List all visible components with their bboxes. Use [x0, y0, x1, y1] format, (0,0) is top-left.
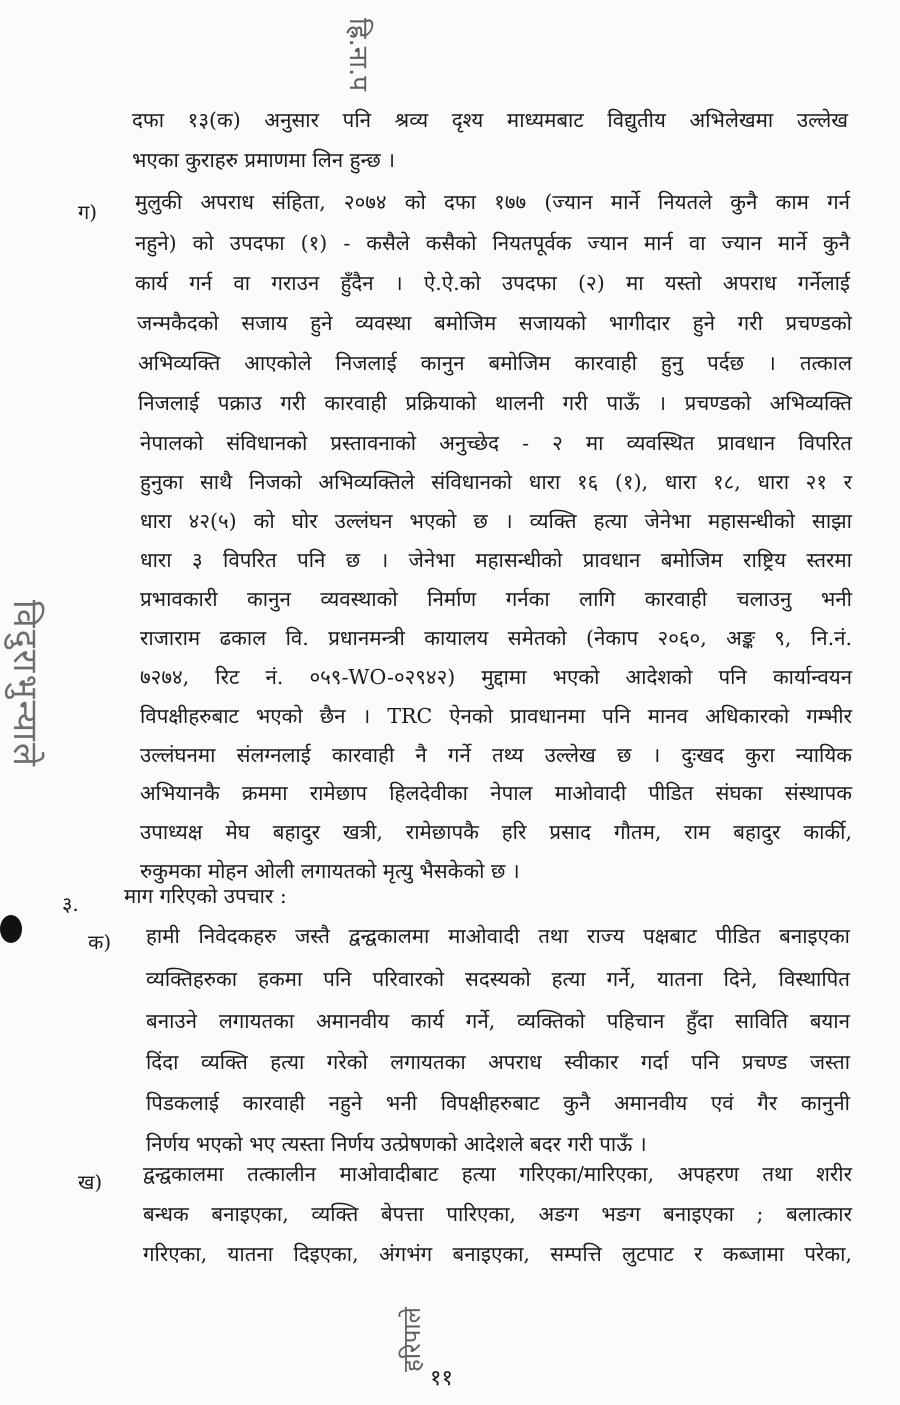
text-line: जन्मकैदको सजाय हुने व्यवस्था बमोजिम सजायको भागीदार हुने गरी प्रचण्डको: [137, 311, 852, 335]
text-line: हामी निवेदकहरु जस्तै द्वन्द्वकालमा माओवादी तथा राज्य पक्षबाट पीडित बनाइएका: [146, 924, 850, 948]
section-number: ३.: [62, 892, 79, 916]
bottom-signature: हरिपाले: [398, 1307, 426, 1372]
text-line: निजलाई पक्राउ गरी कारवाही प्रक्रियाको थालनी गरी पाऊँ । प्रचण्डको अभिव्यक्ति: [138, 391, 852, 415]
top-signature: ह्रि.ना.प: [343, 18, 373, 92]
text-line: मुलुकी अपराध संहिता, २०७४ को दफा १७७ (ज्यान मार्ने नियतले कुनै काम गर्न: [135, 190, 850, 214]
paragraph-marker: ख): [78, 1170, 103, 1194]
text-line: उपाध्यक्ष मेघ बहादुर खत्री, रामेछापकै हरि प्रसाद गौतम, राम बहादुर कार्की,: [140, 820, 852, 844]
text-line: नहुने) को उपदफा (१) - कसैले कसैको नियतपूर्वक ज्यान मार्न वा ज्यान मार्ने कुनै: [135, 231, 850, 255]
text-line: ७२७४, रिट नं. ०५९-WO-०२९४२) मुद्दामा भएको आदेशको पनि कार्यान्वयन: [140, 665, 852, 689]
text-line: द्वन्द्वकालमा तत्कालीन माओवादीबाट हत्या गरिएका/मारिएका, अपहरण तथा शरीर: [143, 1162, 852, 1186]
text-line: अभिव्यक्ति आएकोले निजलाई कानुन बमोजिम कारवाही हुनु पर्दछ । तत्काल: [138, 351, 852, 375]
text-line: दिंदा व्यक्ति हत्या गरेको लगायतका अपराध स्वीकार गर्दा पनि प्रचण्ड जस्ता: [146, 1050, 850, 1074]
page-number: ११: [430, 1366, 453, 1391]
text-line: रुकुमका मोहन ओली लगायतको मृत्यु भैसकेको छ ।: [140, 859, 520, 883]
text-line: राजाराम ढकाल वि. प्रधानमन्त्री कायालय समेतको (नेकाप २०६०, अङ्क ९, नि.नं.: [140, 626, 852, 650]
text-line: निर्णय भएको भए त्यस्ता निर्णय उत्प्रेषणको आदेशले बदर गरी पाऊँ ।: [146, 1132, 647, 1156]
text-line: नेपालको संविधानको प्रस्तावनाको अनुच्छेद - २ मा व्यवस्थित प्रावधान विपरित: [140, 431, 852, 455]
text-line: गरिएका, यातना दिइएका, अंगभंग बनाइएका, सम्पत्ति लुटपाट र कब्जामा परेका,: [143, 1242, 852, 1266]
text-line: अभियानकै क्रममा रामेछाप हिलदेवीका नेपाल माओवादी पीडित संघका संस्थापक: [140, 781, 852, 805]
text-line: दफा १३(क) अनुसार पनि श्रव्य दृश्य माध्यमबाट विद्युतीय अभिलेखमा उल्लेख: [132, 108, 848, 132]
punch-hole: [0, 915, 22, 943]
text-line: भएका कुराहरु प्रमाणमा लिन हुन्छ ।: [132, 148, 396, 172]
text-line: कार्य गर्न वा गराउन हुँदैन । ऐ.ऐ.को उपदफा (२) मा यस्तो अपराध गर्नेलाई: [135, 271, 850, 295]
text-line: विपक्षीहरुबाट भएको छैन । TRC ऐनको प्रावधानमा पनि मानव अधिकारको गम्भीर: [140, 704, 852, 728]
section-title: माग गरिएको उपचार :: [124, 884, 287, 908]
text-line: धारा ३ विपरित पनि छ । जेनेभा महासन्धीको प्रावधान बमोजिम राष्ट्रिय स्तरमा: [140, 548, 852, 572]
text-line: हुनुका साथै निजको अभिव्यक्तिले संविधानको धारा १६ (१), धारा १८, धारा २१ र: [140, 470, 852, 494]
paragraph-marker: ग): [78, 200, 98, 224]
text-line: व्यक्तिहरुका हकमा पनि परिवारको सदस्यको हत्या गर्ने, यातना दिने, विस्थापित: [146, 967, 850, 991]
paragraph-marker: क): [88, 930, 112, 954]
text-line: बनाउने लगायतका अमानवीय कार्य गर्ने, व्यक्तिको पहिचान हुँदा साविति बयान: [146, 1009, 850, 1033]
text-line: धारा ४२(५) को घोर उल्लंघन भएको छ । व्यक्ति हत्या जेनेभा महासन्धीको साझा: [140, 509, 852, 533]
margin-handwritten-note: विदुराभुन्याले: [5, 600, 45, 768]
text-line: उल्लंघनमा संलग्नलाई कारवाही नै गर्ने तथ्य उल्लेख छ । दुःखद कुरा न्यायिक: [140, 743, 852, 767]
text-line: बन्धक बनाइएका, व्यक्ति बेपत्ता पारिएका, अङग भङग बनाइएका ; बलात्कार: [143, 1202, 852, 1226]
text-line: पिडकलाई कारवाही नहुने भनी विपक्षीहरुबाट कुनै अमानवीय एवं गैर कानुनी: [146, 1091, 850, 1115]
text-line: प्रभावकारी कानुन व्यवस्थाको निर्माण गर्नका लागि कारवाही चलाउनु भनी: [140, 587, 852, 611]
